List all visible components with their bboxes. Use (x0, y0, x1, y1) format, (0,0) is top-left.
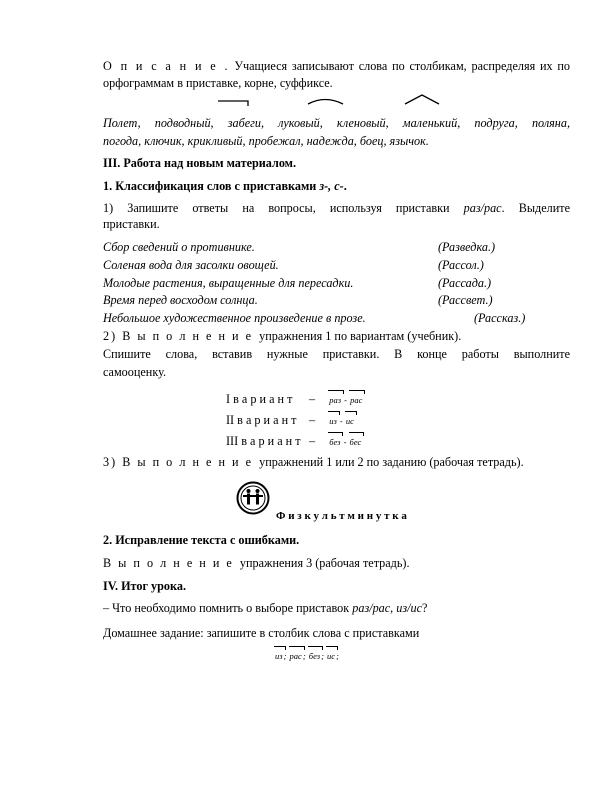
suffix-mark-icon (405, 95, 439, 104)
task-4-lead: В ы п о л н е н и е (103, 556, 234, 570)
variant-2 (226, 410, 355, 428)
physical-pause-icon (236, 481, 270, 515)
variant-2-label: II в а р и а н т (226, 413, 297, 427)
question-3: Молодые растения, выращенные для пересадки. (103, 276, 354, 290)
sub-1-heading-prefixes: з-, с- (319, 179, 344, 193)
question-5: Небольшое художественное произведение в прозе. (103, 311, 366, 325)
homework-line: Домашнее задание: запишите в столбик слова с приставками (103, 626, 420, 640)
question-1: Сбор сведений о противнике. (103, 240, 255, 254)
variant-1-label: I в а р и а н т (226, 392, 293, 406)
root-mark-icon (308, 100, 343, 105)
task-1-prefixes: раз/рас (463, 201, 502, 215)
sub-1-heading (103, 179, 347, 193)
answer-1: (Разведка.) (438, 240, 496, 254)
task-2-lead: 2) В ы п о л н е н и е (103, 329, 254, 343)
variant-1 (226, 389, 363, 407)
task-1-line-2: приставки. (103, 217, 160, 231)
answer-5: (Рассказ.) (474, 311, 526, 325)
physical-pause-label: Ф и з к у л ь т м и н у т к а (276, 510, 407, 522)
final-question-prefixes: раз/рас, из/ис (352, 601, 423, 615)
variant-1-dash: – (309, 392, 316, 406)
word-list-line-1: Полет, подводный, забеги, луковый, кленовый, маленький, подруга, поляна, (103, 116, 570, 130)
sub-2-heading: 2. Исправление текста с ошибками. (103, 533, 300, 547)
task-1-text: 1) Запишите ответы на вопросы, используя приставки (103, 201, 450, 215)
question-2: Соленая вода для засолки овощей. (103, 258, 279, 272)
final-question-end: ? (422, 601, 428, 615)
intro-line1-rest: Учащиеся записывают слова по столбикам, распределяя их по (234, 59, 571, 73)
intro-line-1 (103, 59, 570, 73)
task-4-line (103, 556, 410, 570)
prefix-mark-icon (218, 101, 248, 106)
variant-3 (226, 431, 362, 449)
task-4-rest: упражнения 3 (рабочая тетрадь). (239, 556, 410, 570)
homework-prefix-4: ис (327, 651, 336, 661)
final-question-text: – Что необходимо помнить о выборе приставок (103, 601, 350, 615)
task-3-line (103, 455, 524, 469)
sub-1-heading-end: . (343, 179, 347, 193)
variant-1-schema: раз - рас (329, 395, 363, 405)
variant-3-dash: – (309, 434, 316, 448)
section-3-heading: III. Работа над новым материалом. (103, 156, 297, 170)
section-4-heading: IV. Итог урока. (103, 579, 186, 593)
variant-2-dash: – (309, 413, 316, 427)
task-2-line-1 (103, 329, 461, 343)
task-1-line-1 (103, 201, 570, 215)
variant-3-schema: без - бес (329, 437, 362, 447)
variant-3-label: III в а р и а н т (226, 434, 301, 448)
task-3-rest: упражнений 1 или 2 по заданию (рабочая тетрадь). (259, 455, 524, 469)
homework-prefix-list: из; рас; без; ис; (275, 651, 339, 661)
task-2-line-2: Спишите слова, вставив нужные приставки. В конце работы выполните (103, 347, 570, 361)
question-4: Время перед восходом солнца. (103, 293, 258, 307)
task-3-lead: 3) В ы п о л н е н и е (103, 455, 254, 469)
homework-prefix-2: рас (289, 651, 302, 661)
homework-prefix-1: из (275, 651, 283, 661)
variant-2-schema: из - ис (329, 416, 354, 426)
word-list-line-2: погода, ключик, крикливый, пробежал, надежда, боец, язычок. (103, 134, 429, 148)
intro-lead: О п и с а н и е . (103, 59, 230, 73)
intro-line-2: орфограммам в приставке, корне, суффиксе. (103, 76, 333, 90)
answer-2: (Рассол.) (438, 258, 484, 272)
answer-3: (Рассада.) (438, 276, 492, 290)
final-question (103, 601, 427, 615)
homework-prefix-3: без (308, 651, 321, 661)
sub-1-heading-text: 1. Классификация слов с приставками (103, 179, 320, 193)
task-2-line-3: самооценку. (103, 365, 166, 379)
answer-4: (Рассвет.) (438, 293, 493, 307)
task-1-text-end: . Выделите (501, 201, 570, 215)
task-2-rest: упражнения 1 по вариантам (учебник). (259, 329, 462, 343)
